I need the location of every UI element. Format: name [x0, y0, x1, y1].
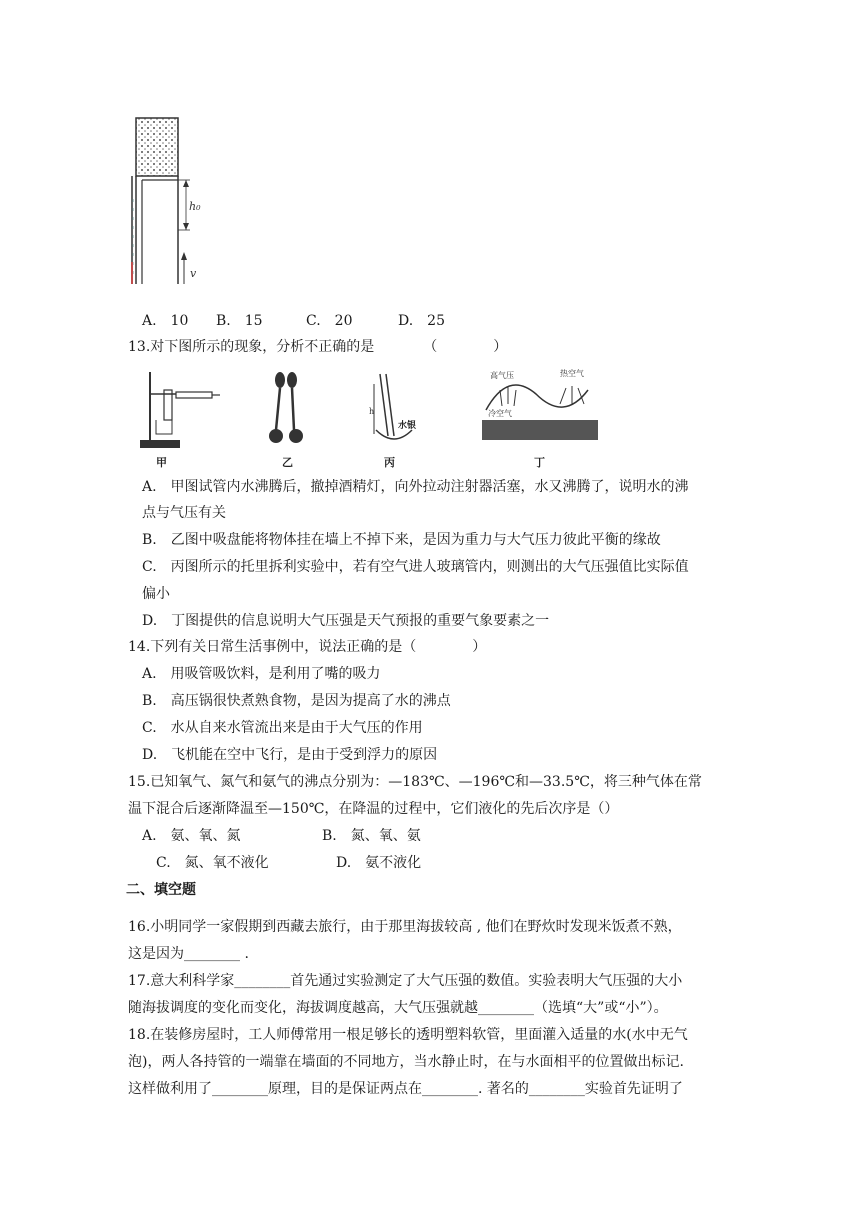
mercury-label: 水银 [398, 421, 417, 431]
q14-option-c[interactable]: C. 水从自来水管流出来是由于大气压的作用 [142, 720, 423, 736]
q16-line1: 16.小明同学一家假期到西藏去旅行，由于那里海拔较高 , 他们在野炊时发现米饭煮不熟， [128, 919, 682, 935]
q12-option-b[interactable]: B. 15 [216, 313, 263, 329]
q13-option-d[interactable]: D. 丁图提供的信息说明大气压强是天气预报的重要气象要素之一 [142, 613, 550, 629]
q18-line1: 18.在装修房屋时，工人师傅常用一根足够长的透明塑料软管，里面灌入适量的水(水中无气 [128, 1027, 688, 1043]
section-title: 二、填空题 [126, 882, 196, 898]
fig-label-ding: 丁 [534, 456, 545, 469]
q13-stem: 13.对下图所示的现象，分析不正确的是 （ ） [128, 339, 508, 355]
tube-figure [128, 114, 208, 290]
fig-label-yi: 乙 [282, 456, 293, 469]
q12-option-a[interactable]: A. 10 [142, 313, 189, 329]
q18-line3: 这样做利用了________原理，目的是保证两点在________. 著名的________实验首先证明了 [128, 1081, 683, 1097]
q15-option-b[interactable]: B. 氮、氧、氨 [322, 828, 421, 844]
svg-text:h: h [369, 407, 375, 416]
fig-jia [140, 372, 220, 469]
svg-text:冷空气: 冷空气 [488, 409, 512, 418]
q14-option-d[interactable]: D. 飞机能在空中飞行，是由于受到浮力的原因 [142, 747, 438, 763]
q15-stem-line2: 温下混合后逐渐降温至—150℃，在降温的过程中，它们液化的先后次序是（） [128, 801, 619, 817]
q16-line2: 这是因为________ . [128, 946, 249, 962]
fig-ding [482, 368, 598, 469]
q13-option-c-cont: 偏小 [142, 586, 170, 602]
h0-label: h₀ [189, 200, 201, 213]
q12-option-c[interactable]: C. 20 [306, 313, 353, 329]
q13-option-b[interactable]: B. 乙图中吸盘能将物体挂在墙上不掉下来，是因为重力与大气压力彼此平衡的缘故 [142, 532, 661, 548]
q15-option-d[interactable]: D. 氨不液化 [336, 855, 422, 871]
fig-label-jia: 甲 [156, 456, 167, 469]
q12-option-d[interactable]: D. 25 [398, 313, 445, 329]
q13-figures [136, 364, 616, 472]
q15-stem-line1: 15.已知氧气、氮气和氨气的沸点分别为：—183℃、—196℃和—33.5℃，将三种气体在常 [128, 774, 702, 790]
v-label: v [190, 267, 197, 280]
q15-option-a[interactable]: A. 氨、氧、氮 [142, 828, 241, 844]
q13-option-a-cont: 点与气压有关 [142, 505, 226, 521]
q15-option-c[interactable]: C. 氮、氧不液化 [156, 855, 269, 871]
q13-option-c[interactable]: C. 丙图所示的托里拆利实验中，若有空气进人玻璃管内，则测出的大气压强值比实际值 [142, 559, 689, 575]
fig-label-bing: 丙 [384, 456, 395, 469]
svg-text:热空气: 热空气 [560, 369, 584, 378]
q14-option-b[interactable]: B. 高压锅很快煮熟食物，是因为提高了水的沸点 [142, 693, 451, 709]
q17-line1: 17.意大利科学家________首先通过实验测定了大气压强的数值。实验表明大气压强的大小 [128, 973, 683, 989]
q18-line2: 泡)，两人各持管的一端靠在墙面的不同地方，当水静止时，在与水面相平的位置做出标记. [128, 1054, 684, 1070]
q14-stem: 14.下列有关日常生活事例中，说法正确的是（ ） [128, 639, 487, 655]
q17-line2: 随海拔调度的变化而变化，海拔调度越高，大气压强就越________（选填“大”或“小”）。 [128, 1000, 668, 1016]
svg-text:高气压: 高气压 [490, 371, 514, 380]
q14-option-a[interactable]: A. 用吸管吸饮料，是利用了嘴的吸力 [142, 666, 381, 682]
q13-option-a[interactable]: A. 甲图试管内水沸腾后，撤掉酒精灯，向外拉动注射器活塞，水又沸腾了，说明水的沸 [142, 479, 689, 495]
fig-bing [369, 374, 416, 469]
fig-yi [269, 372, 303, 469]
